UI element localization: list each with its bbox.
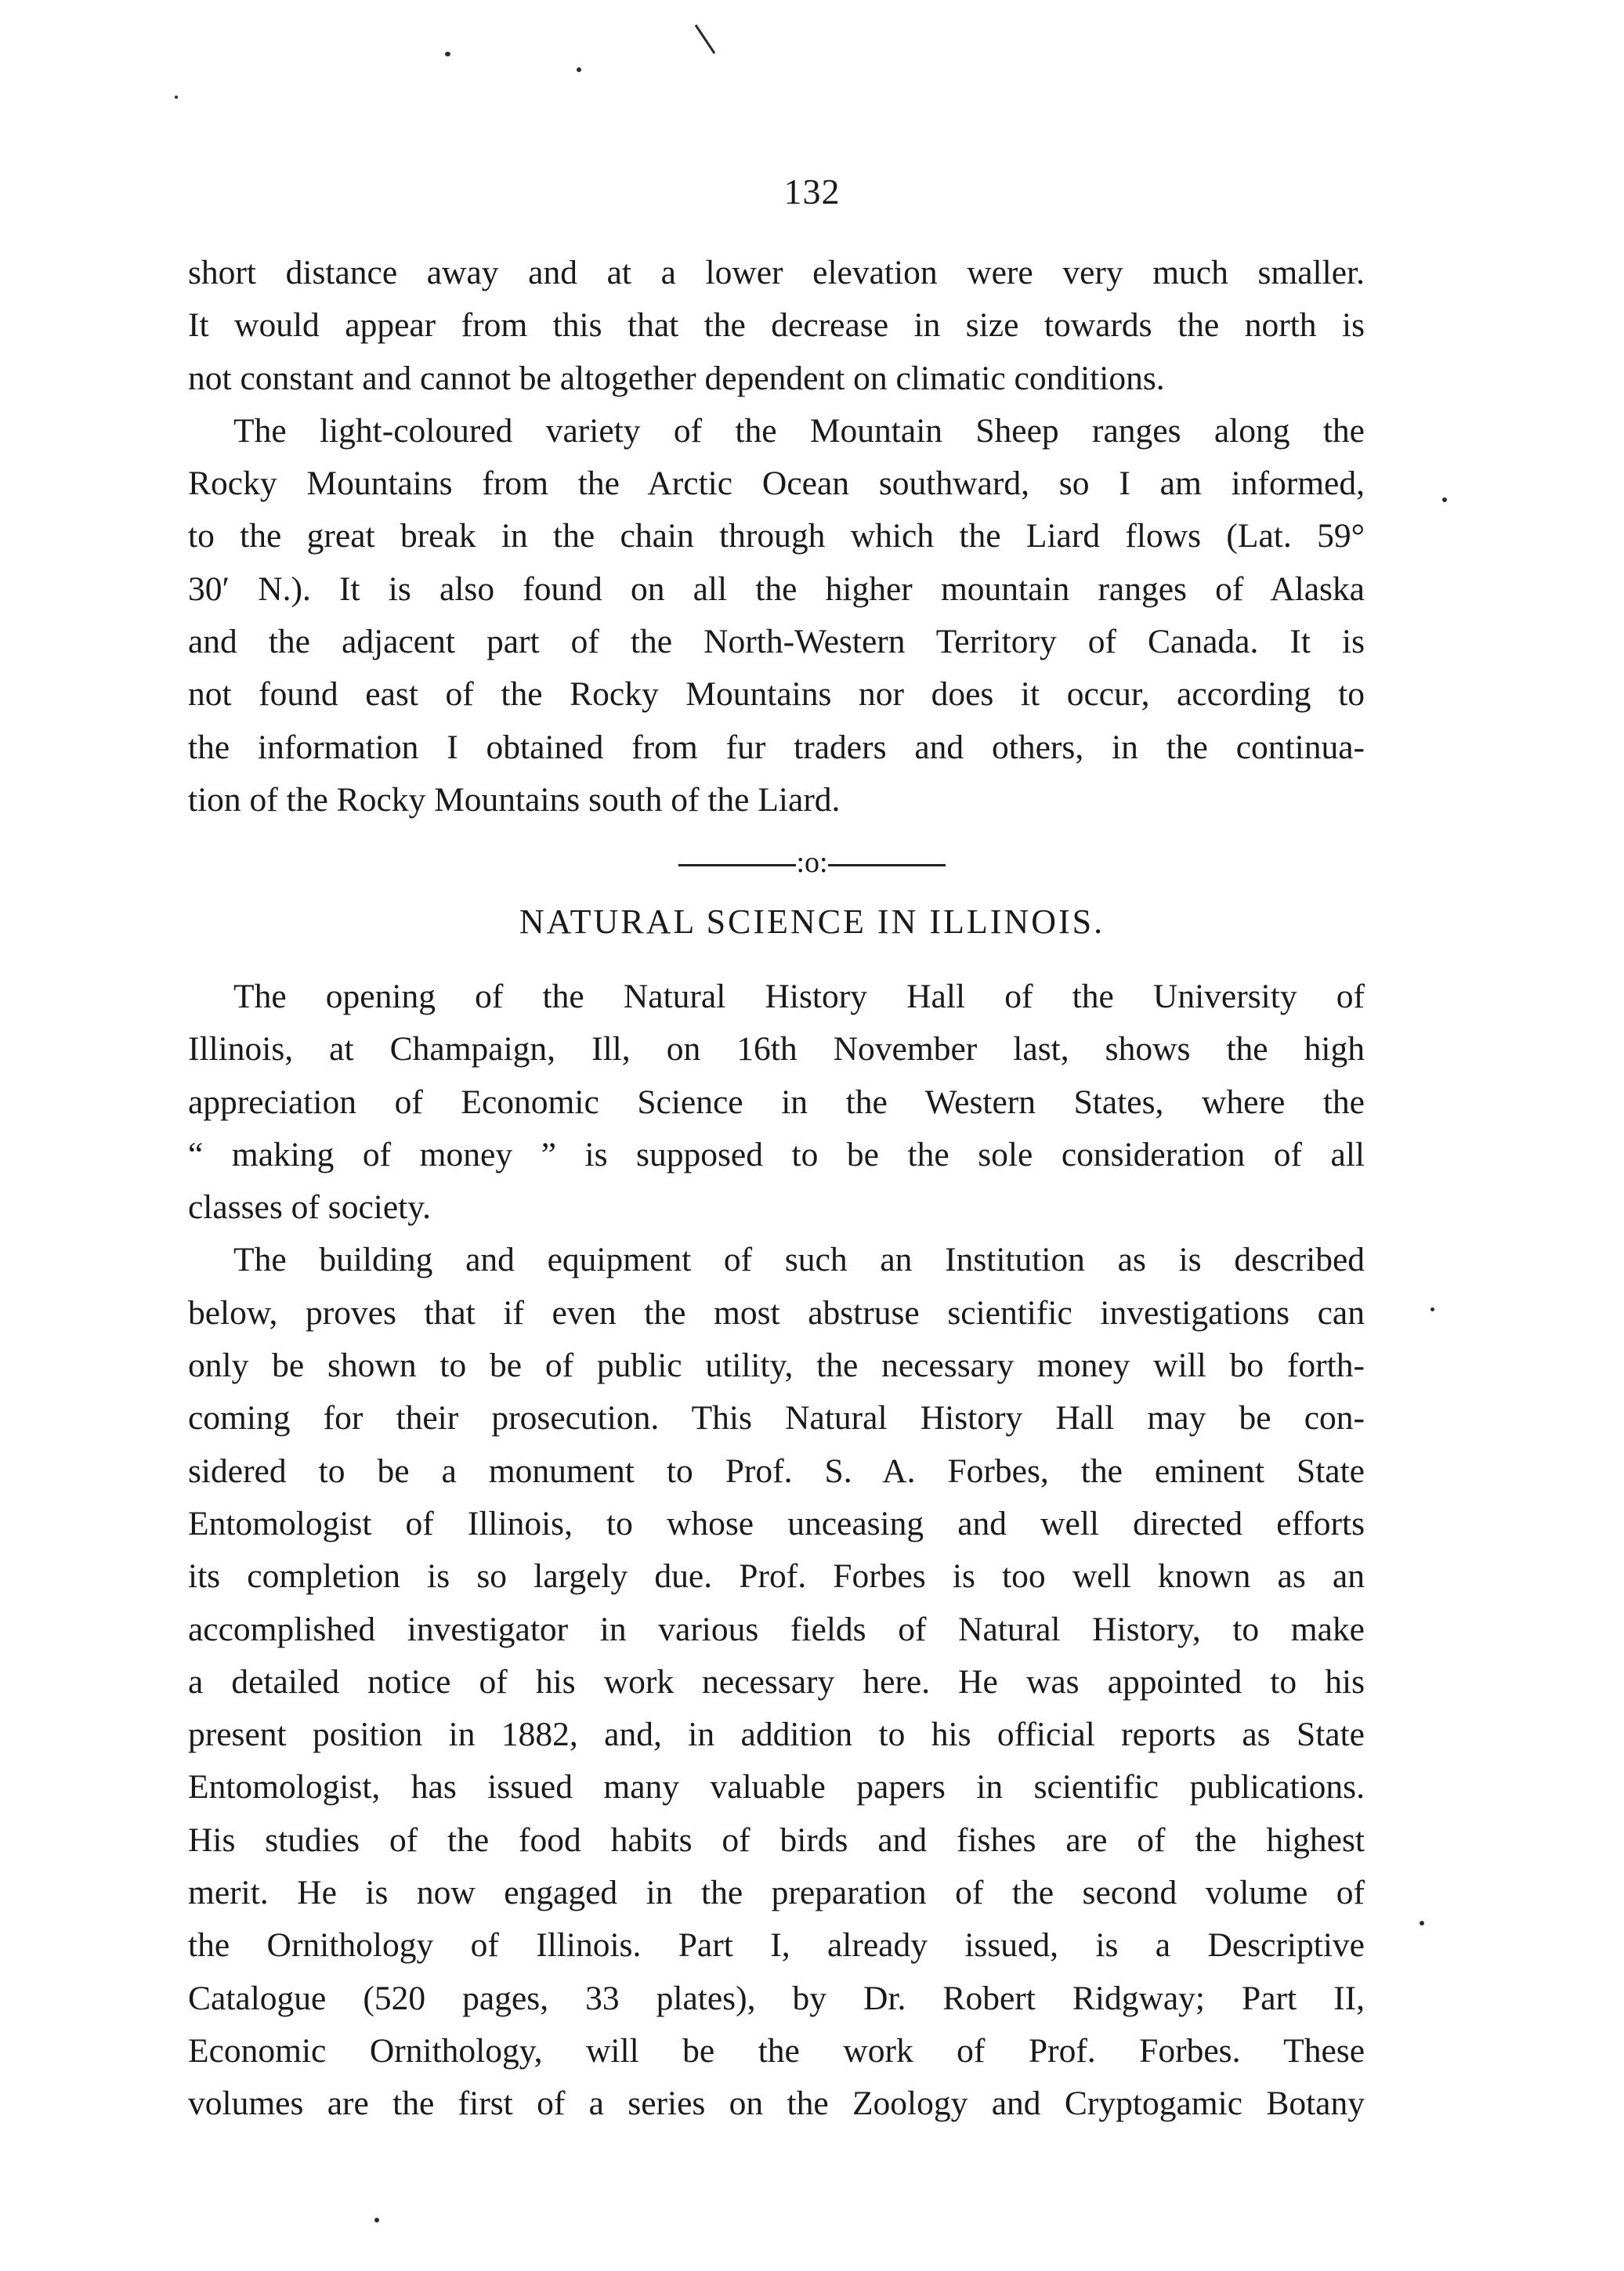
text-line: not found east of the Rocky Mountains nor does it occur, according to xyxy=(188,675,1365,714)
text-line: The light-coloured variety of the Mountain Sheep ranges along the xyxy=(233,411,1365,450)
scan-speck xyxy=(1430,1307,1434,1311)
scan-speck xyxy=(1442,497,1447,502)
text-line: accomplished investigator in various fields of Natural History, to make xyxy=(188,1610,1365,1648)
text-line: 30′ N.). It is also found on all the higher mountain ranges of Alaska xyxy=(188,570,1365,608)
text-line: below, proves that if even the most abstruse scientific investigations can xyxy=(188,1293,1365,1332)
text-line: short distance away and at a lower elevation were very much smaller. xyxy=(188,254,1365,291)
scan-speck xyxy=(445,52,450,56)
text-line: a detailed notice of his work necessary here. He was appointed to his xyxy=(188,1662,1365,1701)
page-number: 132 xyxy=(783,172,841,212)
text-line: It would appear from this that the decrease in size towards the north is xyxy=(188,306,1365,345)
text-line: present position in 1882, and, in addition to his official reports as State xyxy=(188,1716,1365,1754)
text-line: and the adjacent part of the North-Western Territory of Canada. It is xyxy=(188,623,1365,661)
divider-rule-right xyxy=(828,864,946,866)
text-line: coming for their prosecution. This Natural History Hall may be con- xyxy=(188,1399,1365,1437)
text-line: not constant and cannot be altogether dependent on climatic conditions. xyxy=(188,359,1165,397)
divider-ornament: :o: xyxy=(796,846,828,879)
text-line: the Ornithology of Illinois. Part I, already issued, is a Descriptive xyxy=(188,1926,1365,1965)
text-line: to the great break in the chain through which the Liard flows (Lat. 59° xyxy=(188,517,1365,555)
text-line: tion of the Rocky Mountains south of the Liard. xyxy=(188,780,841,819)
text-line: His studies of the food habits of birds and fishes are of the highest xyxy=(188,1821,1365,1859)
paragraph-block-natural-science xyxy=(188,971,1365,2131)
text-line: Economic Ornithology, will be the work of Prof. Forbes. These xyxy=(188,2031,1365,2070)
text-line: The building and equipment of such an Institution as is described xyxy=(233,1241,1365,1279)
text-line: merit. He is now engaged in the preparation of the second volume of xyxy=(188,1874,1365,1912)
text-line: appreciation of Economic Science in the Western States, where the xyxy=(188,1083,1365,1121)
text-line: Illinois, at Champaign, Ill, on 16th November last, shows the high xyxy=(188,1030,1365,1069)
text-line: “ making of money ” is supposed to be the sole consideration of all xyxy=(188,1135,1365,1173)
scan-speck xyxy=(374,2218,379,2222)
scan-slash-mark xyxy=(694,24,718,56)
text-line: Rocky Mountains from the Arctic Ocean southward, so I am informed, xyxy=(188,465,1365,503)
paragraph-block-mountain-sheep xyxy=(188,247,1365,826)
text-line: its completion is so largely due. Prof. Forbes is too well known as an xyxy=(188,1557,1365,1596)
scan-speck xyxy=(1420,1921,1424,1926)
text-line: Catalogue (520 pages, 33 plates), by Dr. Robert Ridgway; Part II, xyxy=(188,1979,1365,2017)
scan-speck xyxy=(175,96,178,99)
scan-speck xyxy=(577,67,581,72)
text-line: Entomologist, has issued many valuable papers in scientific publications. xyxy=(188,1768,1365,1806)
section-heading: NATURAL SCIENCE IN ILLINOIS. xyxy=(519,902,1105,941)
text-line: the information I obtained from fur traders and others, in the continua- xyxy=(188,728,1365,766)
text-line: classes of society. xyxy=(188,1188,432,1227)
section-divider xyxy=(0,843,1624,882)
text-line: only be shown to be of public utility, the necessary money will bo forth- xyxy=(188,1347,1365,1385)
text-line: sidered to be a monument to Prof. S. A. Forbes, the eminent State xyxy=(188,1452,1365,1490)
text-line: volumes are the first of a series on the Zoology and Cryptogamic Botany xyxy=(188,2085,1365,2123)
text-line: Entomologist of Illinois, to whose unceasing and well directed efforts xyxy=(188,1504,1365,1542)
text-line: The opening of the Natural History Hall of the University of xyxy=(233,978,1365,1015)
divider-rule-left xyxy=(678,864,796,866)
